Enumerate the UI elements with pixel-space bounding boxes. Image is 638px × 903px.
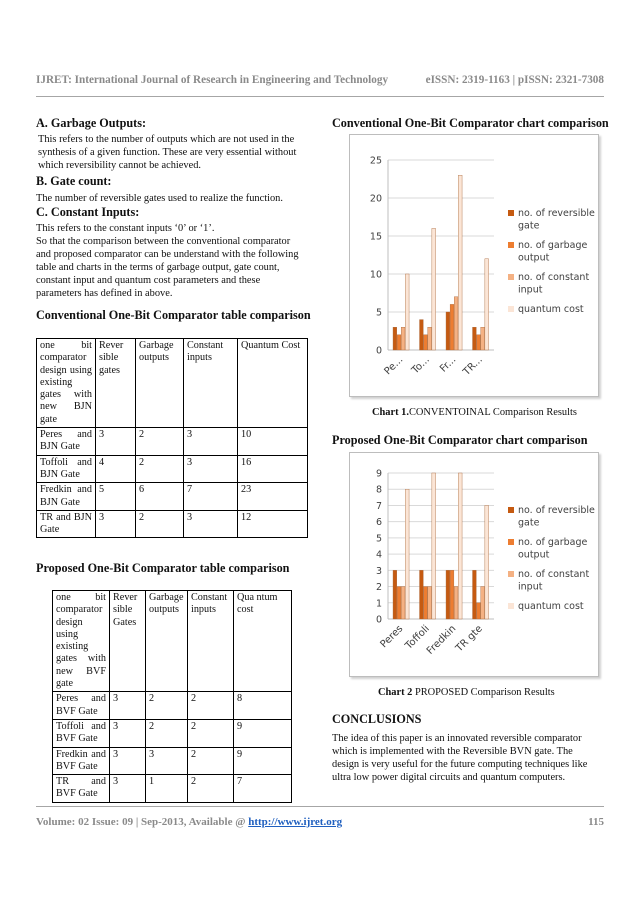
- issn: eISSN: 2319-1163 | pISSN: 2321-7308: [425, 74, 604, 86]
- bar: [481, 327, 485, 350]
- table-header-cell: one bit comparator design using existing gates with new BVF gate: [53, 591, 110, 692]
- text-line: and proposed comparator can be understand with the following: [36, 249, 299, 260]
- y-tick-label: 20: [369, 193, 382, 205]
- table-cell: TR and BVF Gate: [53, 775, 110, 803]
- bar: [405, 489, 409, 619]
- x-tick-label: TR gte: [454, 623, 485, 655]
- y-tick-label: 7: [375, 500, 382, 512]
- table-cell: 7: [184, 483, 238, 511]
- table-cell: 2: [188, 692, 234, 720]
- y-tick-label: 5: [375, 533, 382, 545]
- journal-title: IJRET: International Journal of Research in Engineering and Technology: [36, 74, 389, 86]
- table-header-cell: Garbage outputs: [146, 591, 188, 692]
- bar: [454, 297, 458, 350]
- table-cell: 2: [188, 719, 234, 747]
- table-header-row: [37, 339, 308, 428]
- table-cell: 12: [238, 510, 308, 538]
- table-row: [53, 747, 292, 775]
- table-cell: 3: [110, 747, 146, 775]
- legend-swatch: [508, 603, 514, 609]
- y-tick-label: 8: [375, 484, 382, 496]
- table-cell: Toffoli and BJN Gate: [37, 455, 96, 483]
- table-cell: Toffoli and BVF Gate: [53, 719, 110, 747]
- chart1-caption-text: CONVENTOINAL Comparison Results: [408, 407, 577, 418]
- table-header-row: [53, 591, 292, 692]
- text-line: This refers to the constant inputs ‘0’ or ‘1’.: [36, 223, 215, 234]
- y-tick-label: 15: [369, 231, 382, 243]
- table-header-cell: Rever sible Gates: [110, 591, 146, 692]
- table-cell: 3: [184, 455, 238, 483]
- bar: [454, 587, 458, 619]
- footer-url-link[interactable]: http://www.ijret.org: [248, 816, 343, 828]
- table-cell: 3: [110, 775, 146, 803]
- legend-swatch: [508, 539, 514, 545]
- table-row: [37, 510, 308, 538]
- bar: [401, 587, 405, 619]
- bar: [473, 327, 477, 350]
- table-header-cell: Qua ntum cost: [234, 591, 292, 692]
- bar: [428, 587, 432, 619]
- prop-table-heading: Proposed One-Bit Comparator table comparison: [36, 561, 290, 575]
- table-cell: 3: [96, 428, 136, 456]
- x-tick-label: Peres: [378, 623, 406, 651]
- text-line: ultra low power digital circuits and quantum computers.: [332, 772, 566, 783]
- bar: [393, 570, 397, 619]
- legend-swatch: [508, 507, 514, 513]
- table-cell: 3: [110, 719, 146, 747]
- conv-table-heading: Conventional One-Bit Comparator table comparison: [36, 308, 311, 322]
- y-tick-label: 5: [375, 307, 382, 319]
- legend-entry: no. of constant input: [518, 569, 590, 593]
- y-tick-label: 6: [375, 517, 382, 529]
- table-cell: 3: [184, 510, 238, 538]
- table-header-cell: Constant inputs: [184, 339, 238, 428]
- section-a-heading: A. Garbage Outputs:: [36, 116, 147, 130]
- bar: [393, 327, 397, 350]
- table-cell: 3: [96, 510, 136, 538]
- table-header-cell: Rever sible gates: [96, 339, 136, 428]
- bar: [458, 175, 462, 350]
- bar: [477, 335, 481, 350]
- section-c-heading: C. Constant Inputs:: [36, 205, 140, 219]
- page-header: [36, 74, 604, 86]
- y-tick-label: 10: [369, 269, 382, 281]
- y-tick-label: 9: [375, 468, 382, 480]
- x-tick-label: To...: [410, 354, 432, 377]
- y-tick-label: 4: [375, 549, 382, 561]
- table-header-cell: one bit comparator design using existing gates with new BJN gate: [37, 339, 96, 428]
- bar: [458, 473, 462, 619]
- table-cell: 5: [96, 483, 136, 511]
- legend-swatch: [508, 210, 514, 216]
- table-cell: 3: [110, 692, 146, 720]
- text-line: which reversibility cannot be achieved.: [38, 160, 202, 171]
- table-header-cell: Garbage outputs: [136, 339, 184, 428]
- bar: [477, 603, 481, 619]
- bar: [446, 570, 450, 619]
- footer-volume: [36, 816, 342, 828]
- bar: [450, 304, 454, 350]
- table-row: [37, 428, 308, 456]
- y-tick-label: 0: [375, 614, 382, 626]
- table-cell: 2: [146, 719, 188, 747]
- bar: [485, 259, 489, 350]
- y-tick-label: 2: [375, 582, 382, 594]
- conclusions-text: [332, 732, 602, 784]
- table-row: [53, 775, 292, 803]
- table-cell: 1: [146, 775, 188, 803]
- page-number: 115: [588, 816, 604, 828]
- table-cell: 2: [136, 455, 184, 483]
- table-cell: 2: [188, 775, 234, 803]
- bar: [401, 327, 405, 350]
- table-cell: 2: [146, 692, 188, 720]
- text-line: This refers to the number of outputs which are not used in the: [38, 134, 295, 145]
- text-line: synthesis of a given function. These are very essential without: [38, 147, 297, 158]
- table-row: [37, 483, 308, 511]
- chart2-heading: Proposed One-Bit Comparator chart comparison: [332, 433, 588, 447]
- legend-swatch: [508, 571, 514, 577]
- text-line: table and charts in the terms of garbage output, gate count,: [36, 262, 280, 273]
- text-line: The idea of this paper is an innovated reversible comparator: [332, 733, 582, 744]
- bar: [446, 312, 450, 350]
- table-cell: 4: [96, 455, 136, 483]
- table-cell: Fredkin and BJN Gate: [37, 483, 96, 511]
- table-cell: 9: [234, 719, 292, 747]
- text-line: which is implemented with the Reversible BVN gate. The: [332, 746, 573, 757]
- table-cell: Fredkin and BVF Gate: [53, 747, 110, 775]
- chart2-svg: [350, 453, 598, 676]
- table-row: [53, 719, 292, 747]
- x-tick-label: TR...: [461, 354, 485, 378]
- y-tick-label: 3: [375, 565, 382, 577]
- chart1-caption-label: Chart 1.: [372, 407, 409, 418]
- bar: [420, 570, 424, 619]
- table-cell: TR and BJN Gate: [37, 510, 96, 538]
- table-cell: 10: [238, 428, 308, 456]
- chart2-caption: [378, 687, 555, 698]
- text-line: So that the comparison between the conventional comparator: [36, 236, 291, 247]
- bar: [485, 505, 489, 619]
- bar: [432, 473, 436, 619]
- table-cell: 6: [136, 483, 184, 511]
- x-tick-label: Fr...: [438, 354, 459, 375]
- text-line: constant input and quantum cost parameters and these: [36, 275, 261, 286]
- bar: [397, 587, 401, 619]
- bar: [473, 570, 477, 619]
- x-tick-label: Pe...: [382, 354, 406, 378]
- page-footer: [36, 816, 604, 828]
- legend-entry: no. of reversible gate: [518, 505, 595, 529]
- proposed-table: [52, 590, 292, 803]
- legend-entry: no. of constant input: [518, 272, 590, 296]
- legend-swatch: [508, 274, 514, 280]
- table-cell: Peres and BJN Gate: [37, 428, 96, 456]
- x-tick-label: Fredkin: [424, 623, 459, 657]
- text-line: parameters has defined in above.: [36, 288, 173, 299]
- section-a-text: [38, 133, 308, 172]
- legend-entry: quantum cost: [518, 304, 584, 315]
- text-line: design is very useful for the future computing techniques like: [332, 759, 588, 770]
- table-header-cell: Constant inputs: [188, 591, 234, 692]
- table-header-cell: Quantum Cost: [238, 339, 308, 428]
- bar: [481, 587, 485, 619]
- bar: [420, 320, 424, 350]
- conclusions-heading: CONCLUSIONS: [332, 712, 422, 726]
- section-b-heading: B. Gate count:: [36, 174, 112, 188]
- chart1-caption: [372, 407, 577, 418]
- chart2-frame: [349, 452, 599, 677]
- table-cell: 16: [238, 455, 308, 483]
- header-rule: [36, 96, 604, 97]
- table-cell: 2: [136, 510, 184, 538]
- x-tick-label: Toffoli: [403, 623, 432, 652]
- table-cell: 2: [188, 747, 234, 775]
- y-tick-label: 25: [369, 155, 382, 167]
- table-cell: Peres and BVF Gate: [53, 692, 110, 720]
- footer-volume-text: Volume: 02 Issue: 09 | Sep-2013, Available @: [36, 816, 249, 828]
- chart1-svg: [350, 135, 598, 396]
- bar: [424, 587, 428, 619]
- table-cell: 3: [146, 747, 188, 775]
- conventional-table: [36, 338, 308, 538]
- table-cell: 9: [234, 747, 292, 775]
- bar: [397, 335, 401, 350]
- bar: [450, 570, 454, 619]
- legend-swatch: [508, 306, 514, 312]
- table-cell: 2: [136, 428, 184, 456]
- table-cell: 23: [238, 483, 308, 511]
- y-tick-label: 0: [375, 345, 382, 357]
- table-row: [37, 455, 308, 483]
- legend-entry: quantum cost: [518, 601, 584, 612]
- chart2-caption-text: PROPOSED Comparison Results: [412, 687, 555, 698]
- footer-rule: [36, 806, 604, 807]
- legend-entry: no. of reversible gate: [518, 208, 595, 232]
- legend-entry: no. of garbage output: [518, 240, 588, 264]
- chart1-heading: Conventional One-Bit Comparator chart comparison: [332, 116, 609, 130]
- chart2-caption-label: Chart 2: [378, 687, 413, 698]
- legend-swatch: [508, 242, 514, 248]
- y-tick-label: 1: [375, 598, 382, 610]
- table-cell: 7: [234, 775, 292, 803]
- legend-entry: no. of garbage output: [518, 537, 588, 561]
- table-row: [53, 692, 292, 720]
- table-cell: 8: [234, 692, 292, 720]
- section-b-text: The number of reversible gates used to realize the function.: [36, 193, 283, 204]
- bar: [428, 327, 432, 350]
- bar: [432, 228, 436, 350]
- section-c-text: [36, 222, 306, 300]
- bar: [405, 274, 409, 350]
- table-cell: 3: [184, 428, 238, 456]
- chart1-frame: [349, 134, 599, 397]
- bar: [424, 335, 428, 350]
